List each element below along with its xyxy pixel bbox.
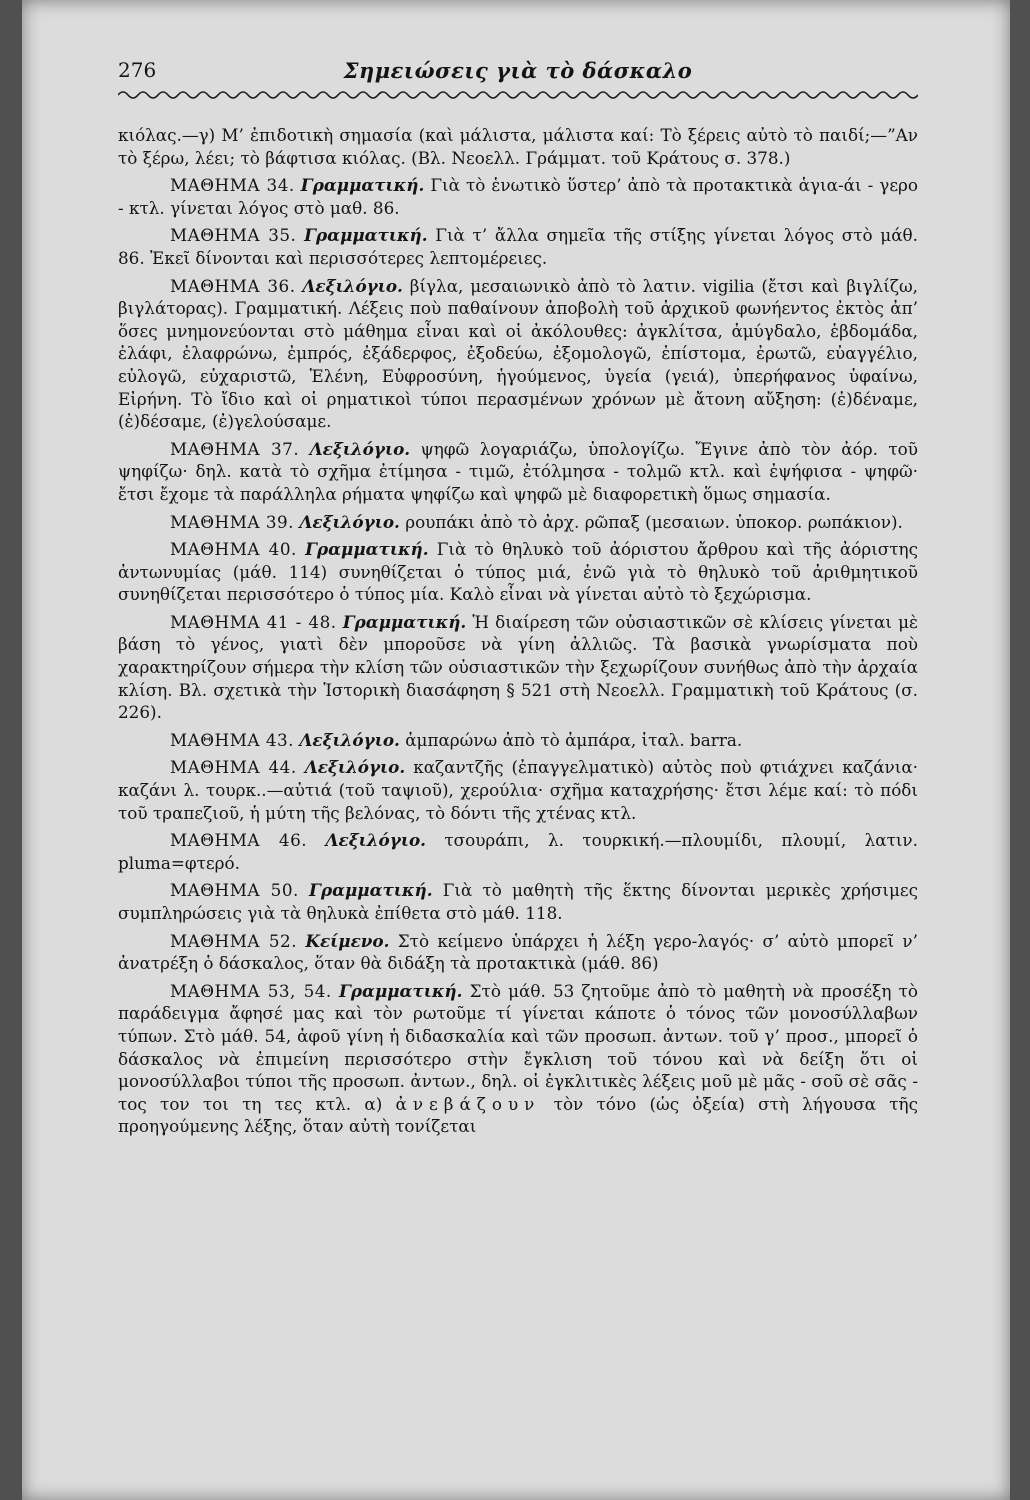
paragraph-lesson-53-54 (118, 980, 918, 1138)
paragraph-text: Γιὰ τὸ ἑνωτικὸ ὕστερ’ ἀπὸ τὰ προτακτικὰ ἁγια-άι - γερο - κτλ. γίνεται λόγος στὸ μαθ. 86. (118, 175, 918, 218)
paragraph-lesson-43 (118, 729, 918, 752)
paragraph-text: ἀμπαρώνω ἀπὸ τὸ ἀμπάρα, ἰταλ. barra. (405, 729, 743, 750)
paragraph-lesson-39 (118, 511, 918, 534)
running-title: Σημειώσεις γιὰ τὸ δάσκαλο (343, 58, 693, 83)
paragraph-text: Γιὰ τὸ μαθητὴ τῆς ἕκτης δίνονται μερικὲς χρήσιμες συμπληρώσεις γιὰ τὰ θηλυκὰ ἐπίθετα στὸ μάθ. 118. (118, 880, 918, 923)
section-label: Λεξιλόγιο. (299, 729, 400, 750)
paragraph-lesson-35 (118, 224, 918, 269)
paragraph-text: Στὸ μάθ. 53 ζητοῦμε ἀπὸ τὸ μαθητὴ νὰ προσέξη τὸ παράδειγμα ἄφησέ μας καὶ τὸν ρωτοῦμε τί γίνεται κάποτε ὁ τόνος τῶν μονοσύλλαβων τύπων. Στὸ μάθ. 54, ἀφοῦ γίνη ἡ διδασκαλία καὶ τῶν προσωπ. ἀντων. τοῦ γ’ προσ., μπορεῖ ὁ δάσκαλος νὰ ἐπιμείνη περισσότερο στὴν ἔγκλιση τοῦ τόνου καὶ νὰ δείξη ὅτι οἱ μονοσύλλαβοι τύποι τῆς προσωπ. ἀντων., δηλ. οἱ ἐγκλιτικὲς λέξεις μοῦ μὲ μᾶς - σοῦ σὲ σᾶς - τος τον τοι τη τες κτλ. α) (118, 980, 918, 1114)
paragraph-intro (118, 124, 918, 169)
lesson-label: ΜΑΘΗΜΑ 52. (170, 930, 298, 951)
section-label: Λεξιλόγιο. (325, 830, 426, 851)
paragraph-lesson-36 (118, 275, 918, 433)
paragraph-text: βίγλα, μεσαιωνικὸ ἀπὸ τὸ λατιν. vigilia (ἔτσι καὶ βιγλίζω, βιγλάτορας). Γραμματική. Λέξεις ποὺ παθαίνουν ἀποβολὴ τοῦ ἀρχικοῦ φωνήεντος ἐκτὸς ἀπ’ ὅσες μνημονεύονται στὸ μάθημα εἶναι καὶ οἱ ἀκόλουθες: ἀγκλίτσα, ἀμύγδαλο, ἑβδομάδα, ἐλάφι, ἐλαφρώνω, ἐμπρός, ἐξάδερφος, ἐξοδεύω, ἐξομολογῶ, ἐπίστομα, ἐρωτῶ, εὐαγγέλιο, εὐλογῶ, εὐχαριστῶ, Ἑλένη, Εὐφροσύνη, ἡγούμενος, ὑγεία (γειά), ὑπερήφανος ὑφαίνω, Εἰρήνη. Τὸ ἴδιο καὶ οἱ ρηματικοὶ τύποι περασμένων χρόνων μὲ ἄτονη αὔξηση: (ἐ)δέναμε, (ἐ)δέσαμε, (ἐ)γελούσαμε. (118, 275, 919, 432)
section-label: Λεξιλόγιο. (304, 757, 406, 778)
section-label: Λεξιλόγιο. (299, 511, 400, 532)
paragraph-lesson-44 (118, 756, 918, 824)
paragraph-lesson-40 (118, 538, 918, 606)
paragraph-lesson-41-48 (118, 611, 918, 724)
spaced-emphasis: ἀνεβάζουν (395, 1093, 541, 1114)
lesson-label: ΜΑΘΗΜΑ 41 - 48. (170, 611, 337, 632)
lesson-label: ΜΑΘΗΜΑ 44. (170, 757, 297, 778)
body-text (118, 124, 918, 1143)
page-header (118, 58, 918, 90)
page-number: 276 (118, 58, 157, 82)
paragraph-text: ρουπάκι ἀπὸ τὸ ἀρχ. ρῶπαξ (μεσαιων. ὑποκορ. ρωπάκιον). (405, 511, 903, 532)
lesson-label: ΜΑΘΗΜΑ 43. (170, 729, 295, 750)
section-label: Γραμματική. (304, 225, 428, 246)
section-label: Γραμματική. (300, 175, 425, 196)
section-label: Κείμενο. (305, 930, 390, 951)
section-label: Γραμματική. (342, 611, 467, 632)
paragraph-text: Στὸ κείμενο ὑπάρχει ἡ λέξη γερο-λαγός· σ’ αὐτὸ μπορεῖ ν’ ἀνατρέξη ὁ δάσκαλος, ὅταν θὰ διδάξη τὰ προτακτικὰ (μάθ. 86) (118, 930, 918, 974)
paragraph-lesson-34 (118, 174, 918, 219)
paragraph-lesson-46 (118, 829, 918, 874)
paragraph-text: Ἡ διαίρεση τῶν οὐσιαστικῶν σὲ κλίσεις γίνεται μὲ βάση τὸ γένος, γιατὶ δὲν μποροῦσε νὰ γίνη ἀλλιῶς. Τὰ βασικὰ γνωρίσματα ποὺ χαρακτηρίζουν σήμερα τὴν κλίση τῶν οὐσιαστικῶν τὴν ξεχωρίζουν συνήθως ἀπὸ τὴν ἀρχαία κλίση. Βλ. σχετικὰ τὴν Ἱστορικὴ διασάφηση § 521 στὴ Νεοελλ. Γραμματικὴ τοῦ Κράτους (σ. 226). (118, 611, 919, 723)
paragraph-text: κιόλας.—γ) Μ’ ἐπιδοτικὴ σημασία (καὶ μάλιστα, μάλιστα καί: Τὸ ξέρεις αὐτὸ τὸ παιδί;—”Αν τὸ ξέρω, λέει; τὸ βάφτισα κιόλας. (Βλ. Νεοελλ. Γράμματ. τοῦ Κράτους σ. 378.) (118, 125, 918, 168)
lesson-label: ΜΑΘΗΜΑ 53, 54. (170, 980, 332, 1001)
section-label: Γραμματική. (338, 980, 463, 1001)
lesson-label: ΜΑΘΗΜΑ 35. (170, 225, 297, 246)
paragraph-lesson-50 (118, 879, 918, 924)
lesson-label: ΜΑΘΗΜΑ 36. (170, 275, 296, 296)
paragraph-text: Γιὰ τ’ ἄλλα σημεῖα τῆς στίξης γίνεται λόγος στὸ μάθ. 86. Ἐκεῖ δίνονται καὶ περισσότερες λεπτομέρειες. (118, 225, 918, 268)
lesson-label: ΜΑΘΗΜΑ 37. (170, 438, 300, 459)
lesson-label: ΜΑΘΗΜΑ 34. (170, 175, 295, 196)
section-label: Γραμματική. (309, 880, 433, 901)
paragraph-text: τσουράπι, λ. τουρκική.—πλουμίδι, πλουμί, λατιν. pluma=φτερό. (118, 830, 918, 873)
lesson-label: ΜΑΘΗΜΑ 39. (170, 511, 295, 532)
paragraph-lesson-52 (118, 930, 918, 975)
wavy-header-rule (118, 88, 918, 102)
section-label: Γραμματική. (305, 539, 429, 560)
section-label: Λεξιλόγιο. (309, 438, 411, 459)
paragraph-text: καζαντζῆς (ἐπαγγελματικὸ) αὐτὸς ποὺ φτιάχνει καζάνια· καζάνι λ. τουρκ..—αὐτιά (τοῦ ταψιοῦ), χερούλια· σχῆμα καταχρήσης· ἔτσι λέμε καί: τὸ πόδι τοῦ τραπεζιοῦ, ἡ μύτη τῆς βελόνας, τὸ δόντι τῆς χτένας κτλ. (118, 757, 918, 823)
lesson-label: ΜΑΘΗΜΑ 46. (170, 830, 308, 851)
lesson-label: ΜΑΘΗΜΑ 40. (170, 539, 297, 560)
paragraph-text-continued: τὸν τόνο (ὡς ὀξεία) στὴ λήγουσα τῆς προηγούμενης λέξης, ὅταν αὐτὴ τονίζεται (118, 1093, 918, 1137)
paragraph-lesson-37 (118, 438, 918, 506)
lesson-label: ΜΑΘΗΜΑ 50. (170, 880, 299, 901)
paragraph-text: Γιὰ τὸ θηλυκὸ τοῦ ἀόριστου ἄρθρου καὶ τῆς ἀόριστης ἀντωνυμίας (μάθ. 114) συνηθίζεται ὁ τύπος μιά, ἐνῶ γιὰ τὸ θηλυκὸ τοῦ ἀριθμητικοῦ συνηθίζεται περισσότερο ὁ τύπος μία. Καλὸ εἶναι νὰ γίνεται αὐτὸ τὸ ξεχώρισμα. (118, 539, 918, 605)
section-label: Λεξιλόγιο. (302, 275, 403, 296)
paragraph-text: ψηφῶ λογαριάζω, ὑπολογίζω. Ἔγινε ἀπὸ τὸν ἀόρ. τοῦ ψηφίζω· δηλ. κατὰ τὸ σχῆμα ἐτίμησα - τιμῶ, ἐτόλμησα - τολμῶ κτλ. καὶ ἐψήφισα - ψηφῶ· ἔτσι ἔχομε τὰ παράλληλα ρήματα ψηφίζω καὶ ψηφῶ μὲ διαφορετικὴ ὅμως σημασία. (118, 438, 918, 504)
book-page (22, 0, 1010, 1500)
